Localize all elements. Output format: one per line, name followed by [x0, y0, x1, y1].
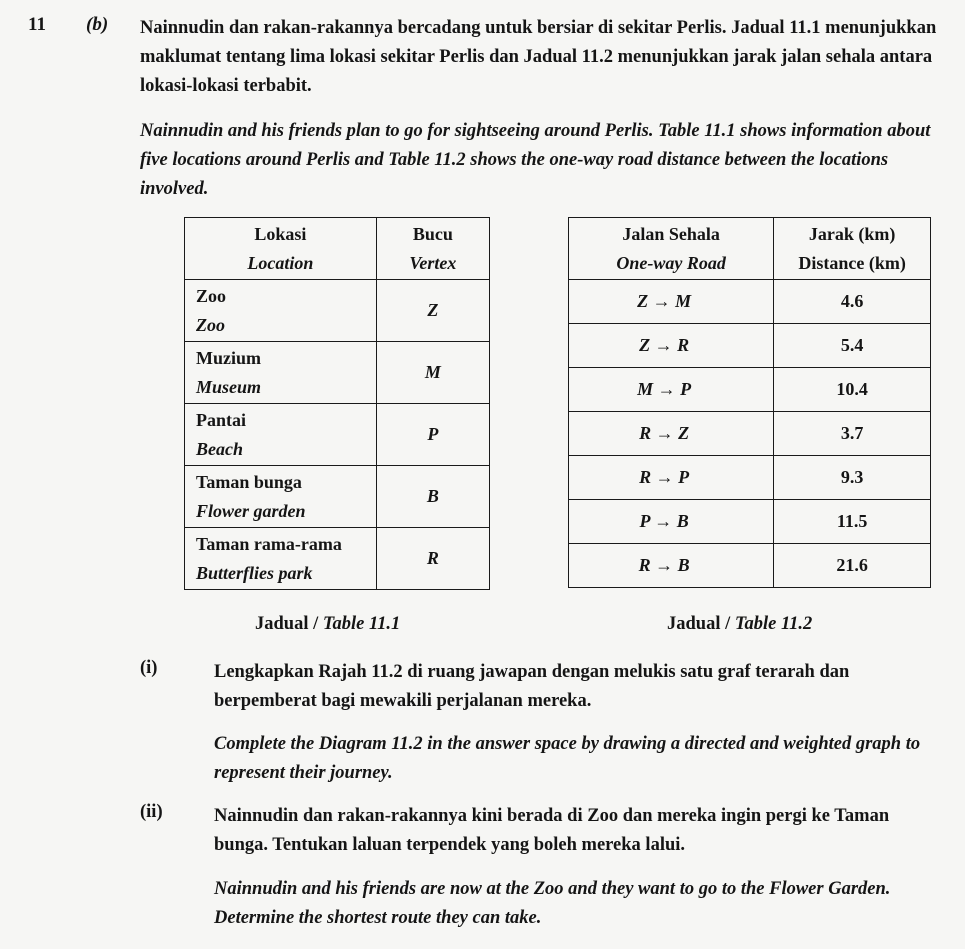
question-part [86, 14, 108, 36]
distance-cell: 11.5 [774, 500, 931, 544]
table-row [569, 412, 931, 456]
location-cell [185, 528, 377, 590]
table1-caption [255, 614, 400, 635]
subquestion-label: (i) [140, 658, 158, 678]
table-row [185, 466, 490, 528]
location-en: Butterflies park [196, 562, 313, 583]
vertex-cell: B [376, 466, 489, 528]
location-ms: Taman bunga [196, 471, 302, 492]
location-header-ms: Lokasi [254, 223, 307, 244]
location-table-header [185, 218, 490, 280]
road-cell: P → B [569, 500, 774, 544]
road-header-en: One-way Road [616, 252, 726, 273]
table-row [569, 544, 931, 588]
table-row [569, 456, 931, 500]
road-cell: Z → R [569, 324, 774, 368]
table-row [569, 368, 931, 412]
intro-english: Nainnudin and his friends plan to go for sightseeing around Perlis. Table 11.1 shows information about five locations around Perlis and Table 11.2 shows the one-way road distance between the locations involved. [140, 121, 931, 199]
location-header-en: Location [247, 252, 314, 273]
distance-cell: 5.4 [774, 324, 931, 368]
distance-cell: 4.6 [774, 280, 931, 324]
vertex-cell: Z [376, 280, 489, 342]
table1-caption-ms: Jadual / [255, 614, 323, 634]
subquestion-label: (ii) [140, 802, 163, 822]
road-header [569, 218, 774, 280]
location-en: Flower garden [196, 500, 306, 521]
subquestion-2-malay: Nainnudin dan rakan-rakannya kini berada di Zoo dan mereka ingin pergi ke Taman bunga. Tentukan laluan terpendek yang boleh mereka lalui. [214, 806, 890, 855]
distance-table-header [569, 218, 931, 280]
road-cell: M → P [569, 368, 774, 412]
location-ms: Muzium [196, 347, 261, 368]
vertex-header [376, 218, 489, 280]
location-cell [185, 404, 377, 466]
road-cell: R → P [569, 456, 774, 500]
location-en: Museum [196, 376, 262, 397]
distance-cell: 3.7 [774, 412, 931, 456]
location-table [184, 217, 490, 590]
table-row [569, 324, 931, 368]
distance-cell: 9.3 [774, 456, 931, 500]
vertex-header-ms: Bucu [412, 223, 453, 244]
table2-caption-ms: Jadual / [667, 614, 735, 634]
distance-cell: 10.4 [774, 368, 931, 412]
location-ms: Taman rama-rama [196, 533, 342, 554]
table2-caption [667, 614, 812, 635]
distance-table [568, 217, 931, 588]
table2-caption-en: Table 11.2 [734, 614, 813, 634]
location-en: Zoo [196, 314, 225, 335]
location-cell [185, 466, 377, 528]
location-ms: Pantai [196, 409, 247, 430]
question-part-label: (b) [86, 14, 109, 35]
table-row [185, 528, 490, 590]
distance-header-ms: Jarak (km) [808, 223, 896, 244]
distance-header-en: Distance (km) [798, 252, 906, 273]
table-row [185, 280, 490, 342]
road-cell: Z → M [569, 280, 774, 324]
table-row [185, 342, 490, 404]
vertex-cell: R [376, 528, 489, 590]
road-cell: R → Z [569, 412, 774, 456]
vertex-header-en: Vertex [409, 252, 457, 273]
table-row [569, 280, 931, 324]
road-header-ms: Jalan Sehala [622, 223, 720, 244]
table-row [569, 500, 931, 544]
location-cell [185, 280, 377, 342]
subquestion-1-english: Complete the Diagram 11.2 in the answer space by drawing a directed and weighted graph to represent their journey. [214, 734, 921, 783]
vertex-cell: M [376, 342, 489, 404]
subquestion-1-malay: Lengkapkan Rajah 11.2 di ruang jawapan dengan melukis satu graf terarah dan berpemberat bagi mewakili perjalanan mereka. [214, 662, 850, 711]
question-number: 11 [28, 14, 46, 35]
road-cell: R → B [569, 544, 774, 588]
subquestion-2-english: Nainnudin and his friends are now at the Zoo and they want to go to the Flower Garden. Determine the shortest route they can take. [214, 879, 891, 928]
distance-header [774, 218, 931, 280]
location-ms: Zoo [196, 285, 227, 306]
location-header [185, 218, 377, 280]
intro-malay: Nainnudin dan rakan-rakannya bercadang untuk bersiar di sekitar Perlis. Jadual 11.1 menunjukkan maklumat tentang lima lokasi sekitar Perlis dan Jadual 11.2 menunjukkan jarak jalan sehala antara lokasi-lokasi terbabit. [140, 18, 937, 96]
table1-caption-en: Table 11.1 [322, 614, 401, 634]
distance-cell: 21.6 [774, 544, 931, 588]
vertex-cell: P [376, 404, 489, 466]
location-en: Beach [196, 438, 243, 459]
table-row [185, 404, 490, 466]
location-cell [185, 342, 377, 404]
